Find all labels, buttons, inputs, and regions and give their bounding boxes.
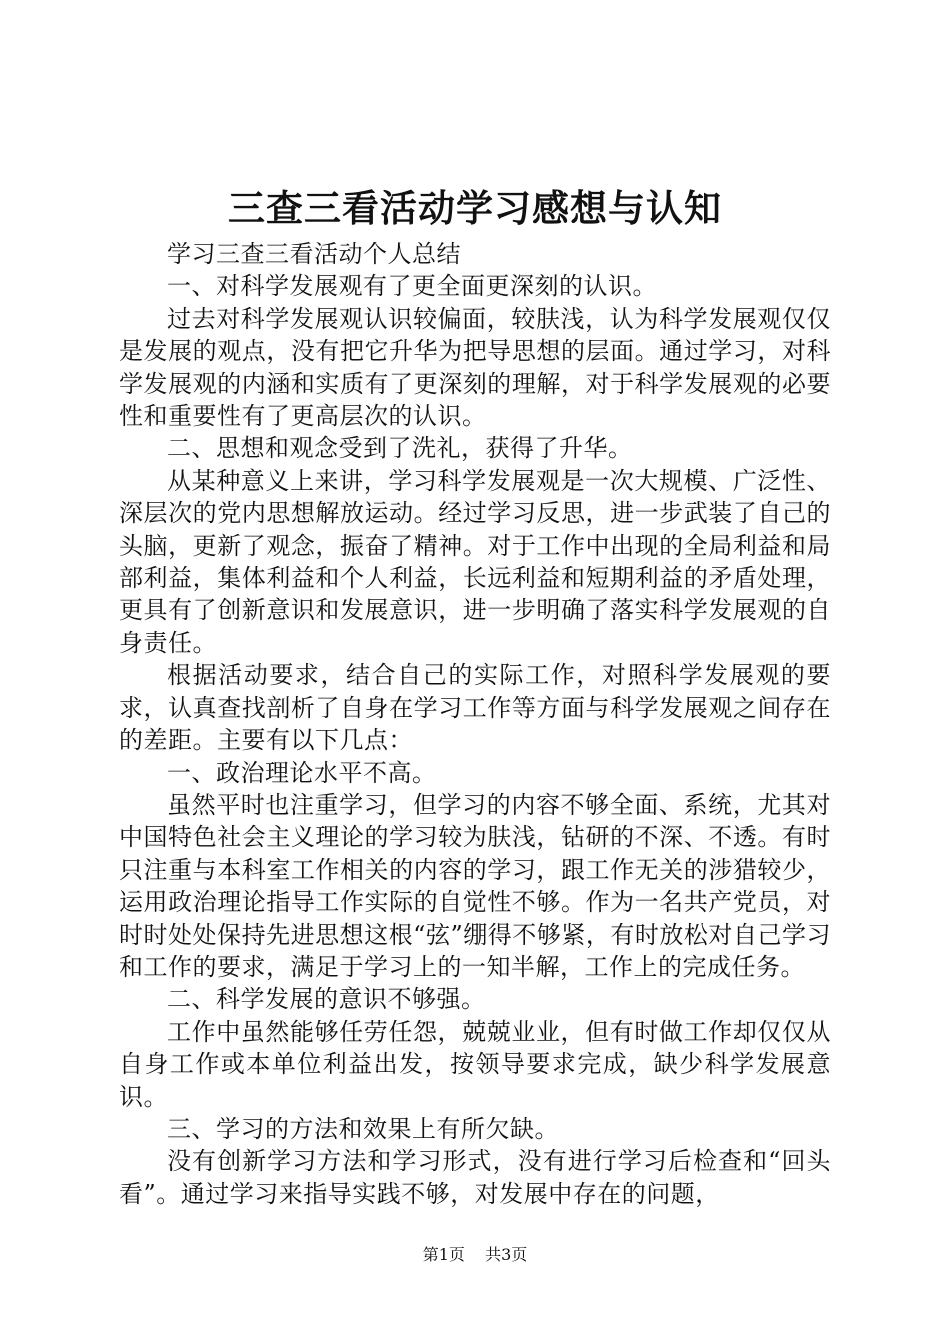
paragraph-heading-issue-1: 一、政治理论水平不高。 xyxy=(167,758,437,787)
paragraph-text: 没有创新学习方法和学习形式，没有进行学习后检查和“回头看”。通过学习来指导实践不够，对发展中存在的问题， xyxy=(119,1147,831,1208)
paragraph-text: 虽然平时也注重学习，但学习的内容不够全面、系统，尤其对中国特色社会主义理论的学习较为肤浅，钻研的不深、不透。有时只注重与本科室工作相关的内容的学习，跟工作无关的涉猎较少，运用政治理论指导工作实际的自觉性不够。作为一名共产党员，对时时处处保持先进思想这根“弦”绷得不够紧，有时放松对自己学习和工作的要求，满足于学习上的一知半解，工作上的完成任务。 xyxy=(119,790,831,981)
paragraph-heading-2: 二、思想和观念受到了洗礼，获得了升华。 xyxy=(167,434,633,463)
paragraph-subtitle: 学习三查三看活动个人总结 xyxy=(167,240,461,268)
document-title: 三查三看活动学习感想与认知 xyxy=(228,186,722,230)
paragraph-text: 工作中虽然能够任劳任怨，兢兢业业，但有时做工作却仅仅从自身工作或本单位利益出发，按领导要求完成，缺少科学发展意识。 xyxy=(119,1017,831,1111)
paragraph-text: 过去对科学发展观认识较偏面，较肤浅，认为科学发展观仅仅是发展的观点，没有把它升华为把导思想的层面。通过学习，对科学发展观的内涵和实质有了更深刻的理解，对于科学发展观的必要性和重要性有了更高层次的认识。 xyxy=(119,304,831,431)
page-number: 第1页 xyxy=(422,1245,465,1264)
paragraph-text: 从某种意义上来讲，学习科学发展观是一次大规模、广泛性、深层次的党内思想解放运动。经过学习反思，进一步武装了自己的头脑，更新了观念，振奋了精神。对于工作中出现的全局利益和局部利益，集体利益和个人利益，长远利益和短期利益的矛盾处理，更具有了创新意识和发展意识，进一步明确了落实科学发展观的自身责任。 xyxy=(119,466,831,657)
paragraph-heading-1: 一、对科学发展观有了更全面更深刻的认识。 xyxy=(167,272,657,301)
document-body xyxy=(119,238,831,1210)
paragraph-text: 根据活动要求，结合自己的实际工作，对照科学发展观的要求，认真查找剖析了自身在学习工作等方面与科学发展观之间存在的差距。主要有以下几点： xyxy=(119,661,831,755)
page-footer xyxy=(0,1244,950,1266)
paragraph-heading-issue-3: 三、学习的方法和效果上有所欠缺。 xyxy=(167,1114,559,1143)
page-total: 共3页 xyxy=(485,1245,528,1264)
paragraph-heading-issue-2: 二、科学发展的意识不够强。 xyxy=(167,985,486,1014)
